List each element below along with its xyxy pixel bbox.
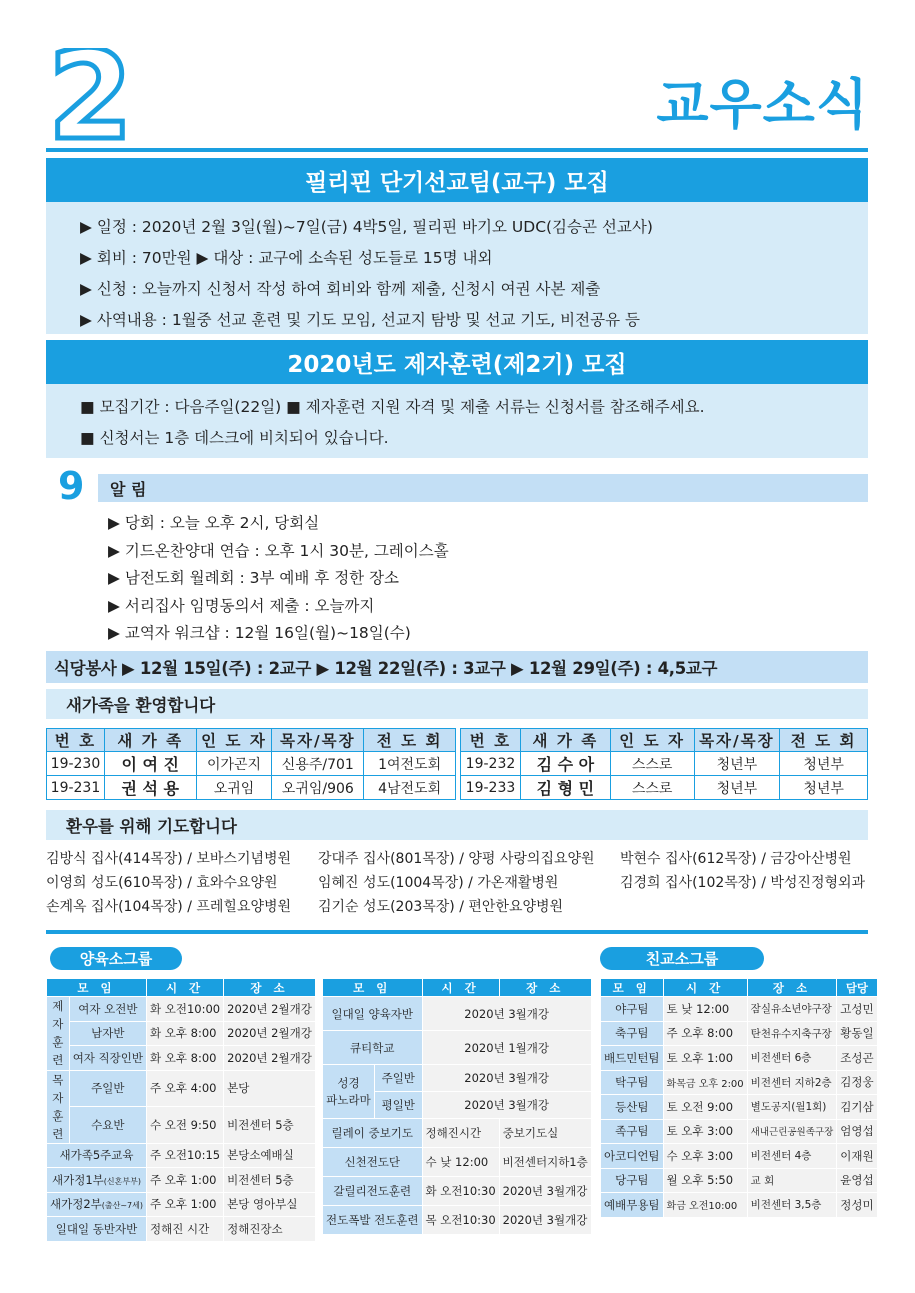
table-row [461, 776, 868, 800]
cell: 스스로 [610, 752, 694, 776]
cell: 1여전도회 [364, 752, 456, 776]
table-row [47, 752, 456, 776]
page-number [46, 48, 146, 143]
cell: 고성민 [837, 997, 877, 1022]
nurture-group-label: 양육소그룹 [50, 947, 182, 970]
notice-number: 9 [58, 464, 85, 508]
table-row [601, 1168, 878, 1193]
table-row [323, 1177, 592, 1206]
cell: 등산팀 [601, 1095, 664, 1120]
cell: 중보기도실 [499, 1119, 591, 1148]
prayer-item: 박현수 집사(612목장) / 금강아산병원 [620, 851, 852, 867]
cell: 일대일 동반자반 [47, 1217, 147, 1242]
cell: 신용주/701 [272, 752, 364, 776]
cell: 큐티학교 [323, 1031, 423, 1065]
cell: 2020년 3월개강 [499, 1177, 591, 1206]
cell: 탄천유수지축구장 [747, 1021, 837, 1046]
fellowship-table [600, 978, 878, 1218]
table-row [47, 1217, 316, 1242]
notice-item: ▶ 남전도회 월례회 : 3부 예배 후 정한 장소 [108, 569, 400, 587]
fellowship-group-label: 친교소그룹 [600, 947, 764, 970]
cell: 배드민턴팀 [601, 1046, 664, 1071]
cell: 비전센터 5층 [224, 1107, 316, 1144]
cell: 남자반 [69, 1021, 146, 1046]
col-header: 번 호 [47, 729, 105, 752]
table-row [601, 1193, 878, 1218]
col-header: 장 소 [224, 979, 316, 997]
col-header: 전 도 회 [780, 729, 868, 752]
col-header: 전 도 회 [364, 729, 456, 752]
cell: 정해진시간 [422, 1119, 499, 1148]
cell: 축구팀 [601, 1021, 664, 1046]
cell: 주 오전10:15 [147, 1143, 224, 1168]
mission-schedule: ▶ 일정 : 2020년 2월 3일(월)~7일(금) 4박5일, 필리핀 바기오 UDC(김승곤 선교사) [80, 218, 653, 236]
cell: 정해진 시간 [147, 1217, 224, 1242]
cell: 탁구팀 [601, 1070, 664, 1095]
cell: 정성미 [837, 1193, 877, 1218]
cell: 야구팀 [601, 997, 664, 1022]
cell: 이재원 [837, 1144, 877, 1169]
cell: 별도공지(월1회) [747, 1095, 837, 1120]
cell: 비전센터 지하2층 [747, 1070, 837, 1095]
prayer-item: 임혜진 성도(1004목장) / 가온재활병원 [318, 875, 559, 891]
cell: 주일반 [69, 1070, 146, 1107]
cell: 비전센터 5층 [224, 1168, 316, 1193]
cell: 청년부 [694, 776, 780, 800]
cell: 본당 영아부실 [224, 1192, 316, 1217]
table-row [47, 997, 316, 1022]
notice-item: ▶ 교역자 워크샵 : 12월 16일(월)~18일(수) [108, 624, 411, 642]
col-header: 새 가 족 [520, 729, 610, 752]
cell: 주일반 [375, 1065, 423, 1092]
cafeteria-service: 식당봉사 ▶ 12월 15일(주) : 2교구 ▶ 12월 22일(주) : 3교구 ▶ 12월 29일(주) : 4,5교구 [46, 651, 868, 683]
table-row [47, 1107, 316, 1144]
cell-note: (신혼부부) [103, 1176, 141, 1186]
col-header: 시 간 [422, 979, 499, 997]
cell [47, 1192, 147, 1217]
cell: 토 오전 9:00 [663, 1095, 747, 1120]
cell: 2020년 3월개강 [422, 1065, 591, 1092]
cell: 주 오후 1:00 [147, 1192, 224, 1217]
page-title: 교우소식 [656, 73, 869, 136]
newfamily-table-left [46, 728, 456, 800]
cell: 갈릴리전도훈련 [323, 1177, 423, 1206]
prayer-item: 강대주 집사(801목장) / 양평 사랑의집요양원 [318, 851, 595, 867]
col-header: 모 임 [47, 979, 147, 997]
cell: 예배무용팀 [601, 1193, 664, 1218]
nurture-table-2 [322, 978, 592, 1235]
col-header: 번 호 [461, 729, 521, 752]
cell: 2020년 2월개강 [224, 1021, 316, 1046]
cell: 김정웅 [837, 1070, 877, 1095]
cell: 청년부 [780, 776, 868, 800]
cell: 당구팀 [601, 1168, 664, 1193]
table-row [47, 1143, 316, 1168]
cell: 월 오후 5:50 [663, 1168, 747, 1193]
cell: 일대일 양육자반 [323, 997, 423, 1031]
col-header: 목자/목장 [272, 729, 364, 752]
cell-text: 새가정2부 [50, 1197, 102, 1212]
col-header: 새 가 족 [104, 729, 196, 752]
disciple-period: ■ 모집기간 : 다음주일(22일) ■ 제자훈련 지원 자격 및 제출 서류는 신청서를 참조해주세요. [80, 398, 705, 416]
cell: 전도폭발 전도훈련 [323, 1206, 423, 1235]
mission-apply: ▶ 신청 : 오늘까지 신청서 작성 하여 회비와 함께 제출, 신청시 여권 사본 제출 [80, 280, 601, 298]
category-cell: 성경 파노라마 [323, 1065, 375, 1119]
disciple-form: ■ 신청서는 1층 데스크에 비치되어 있습니다. [80, 429, 389, 447]
notice-item: ▶ 서리집사 임명동의서 제출 : 오늘까지 [108, 596, 375, 615]
prayer-item: 김방식 집사(414목장) / 보바스기념병원 [46, 851, 292, 867]
cell: 비전센터 6층 [747, 1046, 837, 1071]
category-cell: 목자 훈련 [47, 1070, 70, 1143]
col-header: 시 간 [147, 979, 224, 997]
cell: 김 수 아 [520, 752, 610, 776]
cell: 김기삼 [837, 1095, 877, 1120]
cell: 2020년 2월개강 [224, 1046, 316, 1071]
cell: 4남전도회 [364, 776, 456, 800]
newfamily-table-right [460, 728, 868, 800]
table-row [601, 1144, 878, 1169]
cell: 아코디언팀 [601, 1144, 664, 1169]
cell: 토 오후 3:00 [663, 1119, 747, 1144]
cell: 2020년 3월개강 [422, 997, 591, 1031]
cell: 본당 [224, 1070, 316, 1107]
col-header: 담당 [837, 979, 877, 997]
cell: 수 낮 12:00 [422, 1148, 499, 1177]
cell: 청년부 [780, 752, 868, 776]
cell: 윤영섭 [837, 1168, 877, 1193]
cell: 수 오후 3:00 [663, 1144, 747, 1169]
col-header: 인 도 자 [610, 729, 694, 752]
notice-list [108, 510, 449, 648]
prayer-item: 손계옥 집사(104목장) / 프레힐요양병원 [46, 899, 292, 915]
mission-box [46, 202, 868, 334]
table-row [323, 1119, 592, 1148]
mission-banner: 필리핀 단기선교팀(교구) 모집 [46, 158, 868, 202]
cell: 주 오후 1:00 [147, 1168, 224, 1193]
cell: 여자 직장인반 [69, 1046, 146, 1071]
cell: 청년부 [694, 752, 780, 776]
cell: 잠실유소년야구장 [747, 997, 837, 1022]
table-row [601, 1021, 878, 1046]
cell: 오귀임/906 [272, 776, 364, 800]
table-row [461, 752, 868, 776]
col-header: 장 소 [747, 979, 837, 997]
nurture-table-1 [46, 978, 316, 1242]
cell: 스스로 [610, 776, 694, 800]
notice-title: 알 림 [98, 474, 868, 502]
cell: 토 낮 12:00 [663, 997, 747, 1022]
category-cell: 제자 훈련 [47, 997, 70, 1071]
cell: 정해진장소 [224, 1217, 316, 1242]
col-header: 장 소 [499, 979, 591, 997]
table-row [323, 1206, 592, 1235]
table-row [47, 1070, 316, 1107]
cell: 화 오전10:30 [422, 1177, 499, 1206]
mission-content: ▶ 사역내용 : 1월중 선교 훈련 및 기도 모임, 선교지 탐방 및 선교 기도, 비전공유 등 [80, 311, 640, 329]
cell: 화 오후 8:00 [147, 1046, 224, 1071]
col-header: 인 도 자 [196, 729, 272, 752]
cell: 릴레이 중보기도 [323, 1119, 423, 1148]
cell: 주 오후 8:00 [663, 1021, 747, 1046]
cell: 비전센터지하1층 [499, 1148, 591, 1177]
cell: 토 오후 1:00 [663, 1046, 747, 1071]
table-row [601, 1095, 878, 1120]
cell: 이가곤지 [196, 752, 272, 776]
cell: 수 오전 9:50 [147, 1107, 224, 1144]
cell: 본당소예배실 [224, 1143, 316, 1168]
prayer-item: 이영희 성도(610목장) / 효와수요양원 [46, 875, 278, 891]
col-header: 목자/목장 [694, 729, 780, 752]
prayer-title: 환우를 위해 기도합니다 [46, 810, 868, 840]
table-row [601, 1070, 878, 1095]
table-row [601, 997, 878, 1022]
cell: 이 여 진 [104, 752, 196, 776]
groups-divider [46, 930, 868, 934]
table-row [323, 1148, 592, 1177]
newfamily-title: 새가족을 환영합니다 [46, 689, 868, 719]
cell: 목 오전10:30 [422, 1206, 499, 1235]
disciple-banner: 2020년도 제자훈련(제2기) 모집 [46, 340, 868, 384]
cell: 19-232 [461, 752, 521, 776]
cell: 화 오후 8:00 [147, 1021, 224, 1046]
table-row [47, 1021, 316, 1046]
cell: 비전센터 3,5층 [747, 1193, 837, 1218]
table-row [601, 1046, 878, 1071]
cell-text: 새가정1부 [52, 1172, 104, 1187]
cell: 19-231 [47, 776, 105, 800]
cell: 화금 오전10:00 [663, 1193, 747, 1218]
table-row [601, 1119, 878, 1144]
cell: 2020년 3월개강 [499, 1206, 591, 1235]
cell: 주 오후 4:00 [147, 1070, 224, 1107]
cell: 비전센터 4층 [747, 1144, 837, 1169]
table-row [47, 776, 456, 800]
cell: 19-230 [47, 752, 105, 776]
cell: 권 석 용 [104, 776, 196, 800]
cell: 평일반 [375, 1092, 423, 1119]
notice-item: ▶ 당회 : 오늘 오후 2시, 당회실 [108, 514, 320, 532]
cell: 여자 오전반 [69, 997, 146, 1022]
cell: 신천전도단 [323, 1148, 423, 1177]
notice-item: ▶ 기드온찬양대 연습 : 오후 1시 30분, 그레이스홀 [108, 541, 449, 560]
cell: 새내근린공원족구장 [747, 1119, 837, 1144]
cell: 화 오전10:00 [147, 997, 224, 1022]
table-row [323, 1065, 592, 1092]
table-row [47, 1192, 316, 1217]
table-row [323, 1031, 592, 1065]
cell: 조성곤 [837, 1046, 877, 1071]
table-row [47, 1168, 316, 1193]
cell: 교 회 [747, 1168, 837, 1193]
cell: 새가족5주교육 [47, 1143, 147, 1168]
disciple-box [46, 384, 868, 458]
mission-fee: ▶ 회비 : 70만원 ▶ 대상 : 교구에 소속된 성도들로 15명 내외 [80, 249, 493, 267]
cell: 2020년 3월개강 [422, 1092, 591, 1119]
col-header: 시 간 [663, 979, 747, 997]
cell-note: (출산~7세) [101, 1201, 143, 1211]
svg-text:2: 2 [48, 48, 133, 143]
col-header: 모 임 [601, 979, 664, 997]
prayer-item: 김경희 집사(102목장) / 박성진정형외과 [620, 875, 866, 891]
cell [47, 1168, 147, 1193]
cell: 2020년 1월개강 [422, 1031, 591, 1065]
col-header: 모 임 [323, 979, 423, 997]
cell: 19-233 [461, 776, 521, 800]
top-divider [46, 148, 868, 152]
cell: 2020년 2월개강 [224, 997, 316, 1022]
cell: 수요반 [69, 1107, 146, 1144]
cell: 엄영섭 [837, 1119, 877, 1144]
cell: 화목금 오후 2:00 [663, 1070, 747, 1095]
cell: 황동일 [837, 1021, 877, 1046]
table-row [323, 997, 592, 1031]
cell: 김 형 민 [520, 776, 610, 800]
table-row [47, 1046, 316, 1071]
prayer-item: 김기순 성도(203목장) / 편안한요양병원 [318, 899, 564, 915]
cell: 족구팀 [601, 1119, 664, 1144]
cell: 오귀임 [196, 776, 272, 800]
